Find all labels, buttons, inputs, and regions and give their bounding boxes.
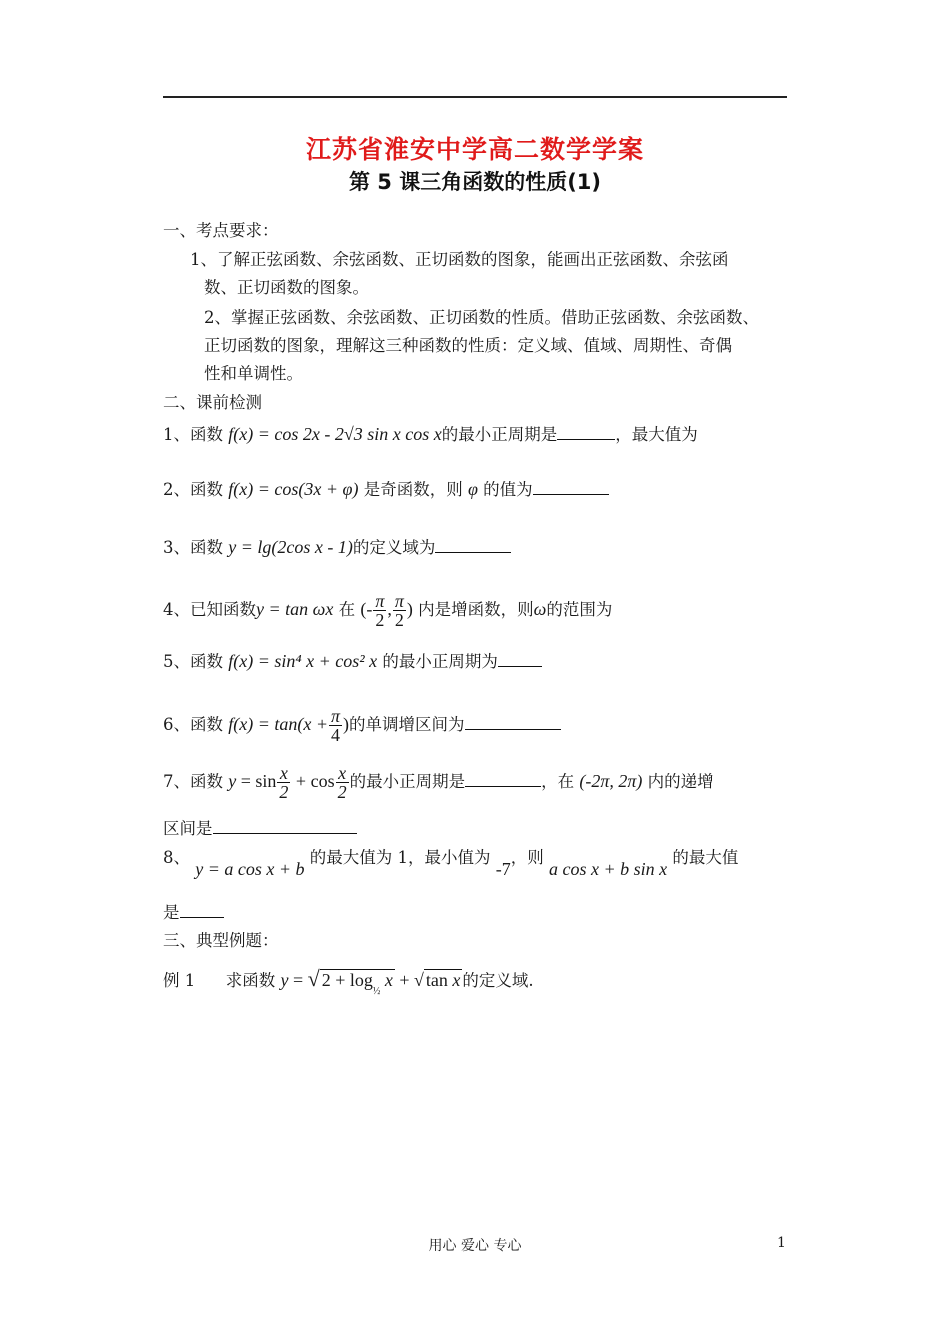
q8-text2: ，则 xyxy=(510,848,544,867)
document-title: 江苏省淮安中学高二数学学案 xyxy=(305,135,644,164)
ex1-label: 例 1 xyxy=(163,971,196,990)
q7-period-blank[interactable] xyxy=(465,771,541,787)
q2-prefix: 2、函数 xyxy=(163,480,223,499)
q3-formula: y = lg(2cos x - 1) xyxy=(228,537,353,557)
q7-interval: (-2π, 2π) xyxy=(579,771,643,791)
q4-formula: y = tan ωx xyxy=(256,599,334,619)
q7-fraction-sin: $\frac{x}{2}$ xyxy=(279,763,289,802)
q4-text3: 的范围为 xyxy=(546,600,613,619)
q4-frac-right-den: 2 xyxy=(394,610,404,630)
top-rule xyxy=(163,96,787,98)
q5-prefix: 5、函数 xyxy=(163,652,223,671)
section2-heading: 二、课前检测 xyxy=(163,393,262,412)
q6-formula-left: f(x) = tan(x + xyxy=(228,714,329,734)
question-8 xyxy=(163,846,739,879)
requirement-1-line2: 数、正切函数的图象。 xyxy=(204,278,369,297)
q2-formula: f(x) = cos(3x + φ) xyxy=(228,479,359,499)
question-8-line2 xyxy=(163,902,224,924)
q4-fraction-right xyxy=(393,592,406,629)
page-number: 1 xyxy=(777,1235,786,1251)
ex1-sqrt-1: $2 + \log_{\frac{1}{2}} x$ xyxy=(321,970,393,997)
q6-fraction xyxy=(329,707,342,744)
q4-frac-left-den: 2 xyxy=(375,610,385,630)
q3-text: 的定义域为 xyxy=(352,538,436,557)
q1-text2: ，最大值为 xyxy=(615,425,698,444)
requirement-2-line3: 性和单调性。 xyxy=(204,364,303,383)
q5-answer-blank[interactable] xyxy=(498,651,542,667)
q8-text3: 的最大值 xyxy=(672,848,739,867)
q8-text: 的最大值为 1，最小值为 xyxy=(309,848,491,867)
ex1-text2: 的定义域. xyxy=(462,971,534,990)
question-4: 4、已知函数y = tan ωx 在 (- $\frac{\pi}{2}$ , $\frac{\pi}{2}$ ) 内是增函数，则ω的范围为 xyxy=(163,591,613,630)
q8-line2: 是 xyxy=(163,903,180,922)
q1-prefix: 1、函数 xyxy=(163,425,223,444)
q4-text: 在 xyxy=(338,600,356,619)
q4-omega: ω xyxy=(533,599,547,619)
q4-prefix: 4、已知函数 xyxy=(163,600,256,619)
requirement-2-line2: 正切函数的图象，理解这三种函数的性质：定义域、值域、周期性、奇偶 xyxy=(204,336,732,355)
q8-formula: y = a cos x + b xyxy=(195,859,305,879)
q4-fraction-left xyxy=(373,592,386,629)
q7-text: 的最小正周期是 xyxy=(349,772,466,791)
q4-frac-left-num: π xyxy=(375,591,385,611)
q7-interval-blank[interactable] xyxy=(213,818,357,834)
question-5 xyxy=(163,650,542,673)
q6-prefix: 6、函数 xyxy=(163,715,223,734)
q4-text2: 内是增函数，则 xyxy=(418,600,534,619)
q2-answer-blank[interactable] xyxy=(533,479,609,495)
question-7-line2 xyxy=(163,818,357,840)
q8-formula2: a cos x + b sin x xyxy=(549,859,668,879)
q6-formula-right: ) xyxy=(343,714,350,734)
lesson-subtitle: 第 5 课三角函数的性质(1) xyxy=(348,170,602,194)
q1-period-blank[interactable] xyxy=(557,424,615,440)
q5-text: 的最小正周期为 xyxy=(382,652,498,671)
q8-answer-blank[interactable] xyxy=(180,902,224,918)
q1-text: 的最小正周期是 xyxy=(441,425,558,444)
section3-heading: 三、典型例题： xyxy=(163,931,279,950)
q7-text2: ，在 xyxy=(541,772,575,791)
q6-answer-blank[interactable] xyxy=(465,714,561,730)
ex1-sqrt-2: tan x xyxy=(425,970,461,990)
question-2 xyxy=(163,478,609,501)
requirement-2-line1: 2、掌握正弦函数、余弦函数、正切函数的性质。借助正弦函数、余弦函数、 xyxy=(204,308,759,327)
q3-answer-blank[interactable] xyxy=(435,537,511,553)
requirement-1-line1: 1、了解正弦函数、余弦函数、正切函数的图象，能画出正弦函数、余弦函 xyxy=(190,250,729,269)
q5-formula: f(x) = sin⁴ x + cos² x xyxy=(228,651,378,671)
question-7: 7、函数 y = sin $\frac{x}{2}$ + cos $\frac{x}{2}$ 的最小正周期是 ，在 (-2π, 2π) 内的递增 xyxy=(163,763,714,802)
question-1 xyxy=(163,423,698,446)
example-1: 例 1 求函数 y = √ $2 + \log_{\frac{1}{2}} x$ + √ tan x 的定义域. xyxy=(163,966,534,997)
q2-text2: 的值为 xyxy=(483,480,533,499)
q1-formula: f(x) = cos 2x - 2√3 sin x cos x xyxy=(228,424,442,444)
q7-text3: 内的递增 xyxy=(647,772,714,791)
q2-text: 是奇函数，则 xyxy=(363,480,463,499)
q6-frac-num: π xyxy=(331,706,341,726)
q4-frac-right-num: π xyxy=(394,591,404,611)
q3-prefix: 3、函数 xyxy=(163,538,223,557)
question-3 xyxy=(163,536,511,559)
footer-slogan: 用心 爱心 专心 xyxy=(428,1238,522,1254)
q2-phi: φ xyxy=(467,479,478,499)
q7-fraction-cos: $\frac{x}{2}$ xyxy=(337,763,347,802)
q7-line2: 区间是 xyxy=(163,819,213,838)
q6-frac-den: 4 xyxy=(331,725,341,745)
q8-prefix: 8、 xyxy=(163,848,190,867)
q4-interval-open: (- xyxy=(360,599,373,619)
ex1-text: 求函数 xyxy=(225,971,276,990)
q8-minval: -7 xyxy=(495,859,511,879)
question-6 xyxy=(163,707,561,744)
section1-heading: 一、考点要求： xyxy=(163,221,279,240)
q7-prefix: 7、函数 xyxy=(163,772,223,791)
q6-text: 的单调增区间为 xyxy=(349,715,465,734)
q4-interval-close: ) xyxy=(406,599,413,619)
